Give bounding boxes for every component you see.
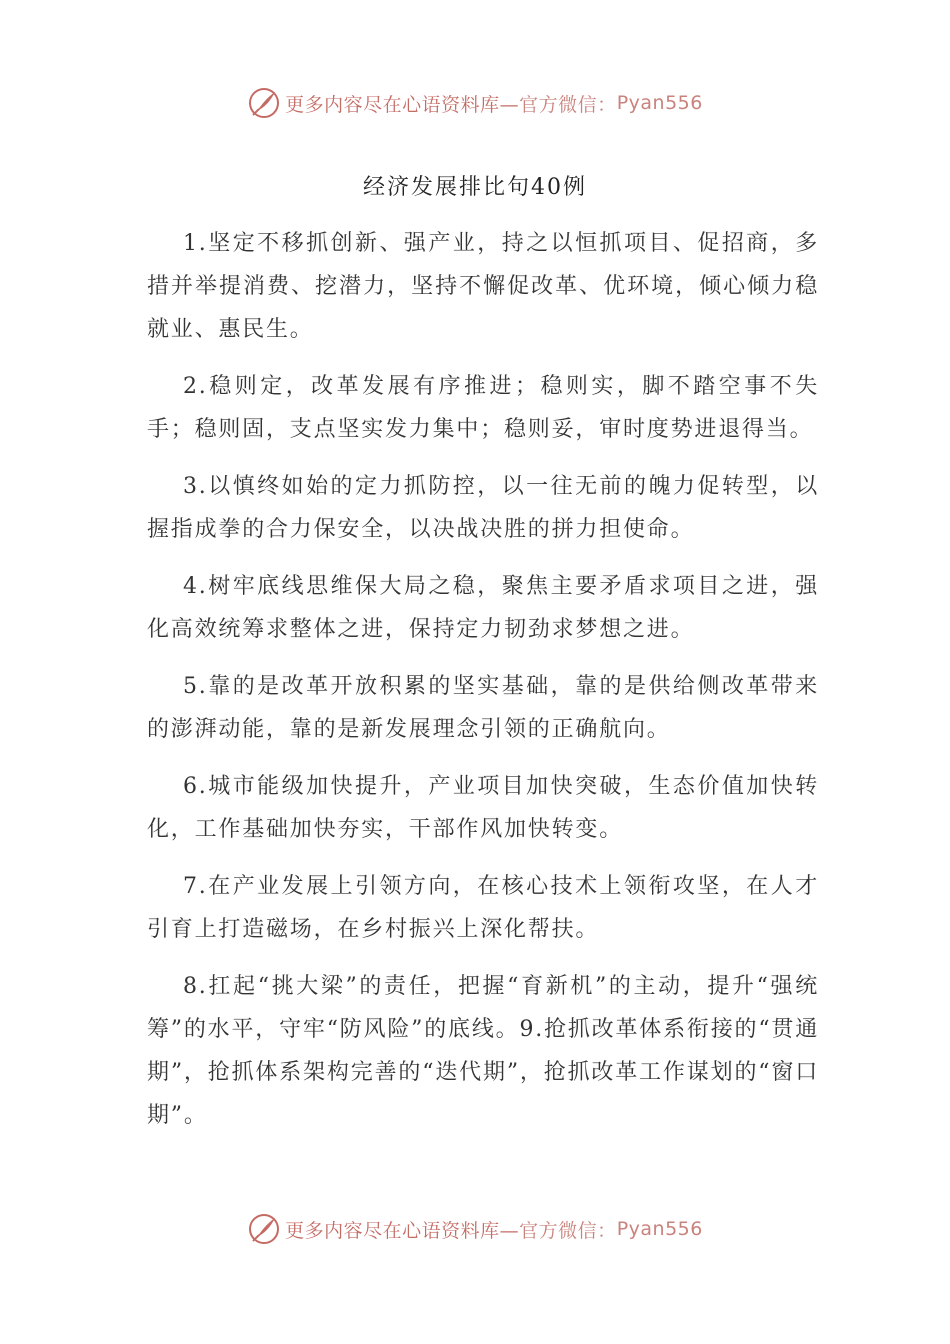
banner-slogan: 更多内容尽在心语资料库— <box>285 1219 520 1242</box>
paragraph: 3.以慎终如始的定力抓防控，以一往无前的魄力促转型，以握指成拳的合力保安全，以决战决胜的拼力担使命。 <box>147 474 819 542</box>
banner-wechat-id: Pyan556 <box>616 92 703 114</box>
banner-wechat-label: 官方微信： <box>519 1219 617 1242</box>
quill-pen-logo-icon <box>247 1212 281 1246</box>
paragraph: 7.在产业发展上引领方向，在核心技术上领衔攻坚，在人才引育上打造磁场，在乡村振兴上深化帮扶。 <box>147 874 819 942</box>
footer-banner <box>0 1212 950 1246</box>
document-title: 经济发展排比句40例 <box>363 175 587 200</box>
header-banner <box>0 86 950 120</box>
paragraph: 1.坚定不移抓创新、强产业，持之以恒抓项目、促招商，多措并举提消费、挖潜力，坚持不懈促改革、优环境，倾心倾力稳就业、惠民生。 <box>147 231 819 342</box>
banner-wechat-label: 官方微信： <box>519 93 617 116</box>
banner-slogan: 更多内容尽在心语资料库— <box>285 93 520 116</box>
quill-pen-logo-icon <box>247 86 281 120</box>
paragraph: 8.扛起“挑大梁”的责任，把握“育新机”的主动，提升“强统筹”的水平，守牢“防风险”的底线。9.抢抓改革体系衔接的“贯通期”，抢抓体系架构完善的“迭代期”，抢抓改革工作谋划的“窗口期”。 <box>147 974 819 1128</box>
paragraph: 5.靠的是改革开放积累的坚实基础，靠的是供给侧改革带来的澎湃动能，靠的是新发展理念引领的正确航向。 <box>147 674 819 742</box>
document-body <box>147 222 819 1151</box>
paragraph: 4.树牢底线思维保大局之稳，聚焦主要矛盾求项目之进，强化高效统筹求整体之进，保持定力韧劲求梦想之进。 <box>147 574 819 642</box>
banner-wechat-id: Pyan556 <box>616 1218 703 1240</box>
paragraph: 6.城市能级加快提升，产业项目加快突破，生态价值加快转化，工作基础加快夯实，干部作风加快转变。 <box>147 774 819 842</box>
paragraph: 2.稳则定，改革发展有序推进；稳则实，脚不踏空事不失手；稳则固，支点坚实发力集中；稳则妥，审时度势进退得当。 <box>147 374 819 442</box>
